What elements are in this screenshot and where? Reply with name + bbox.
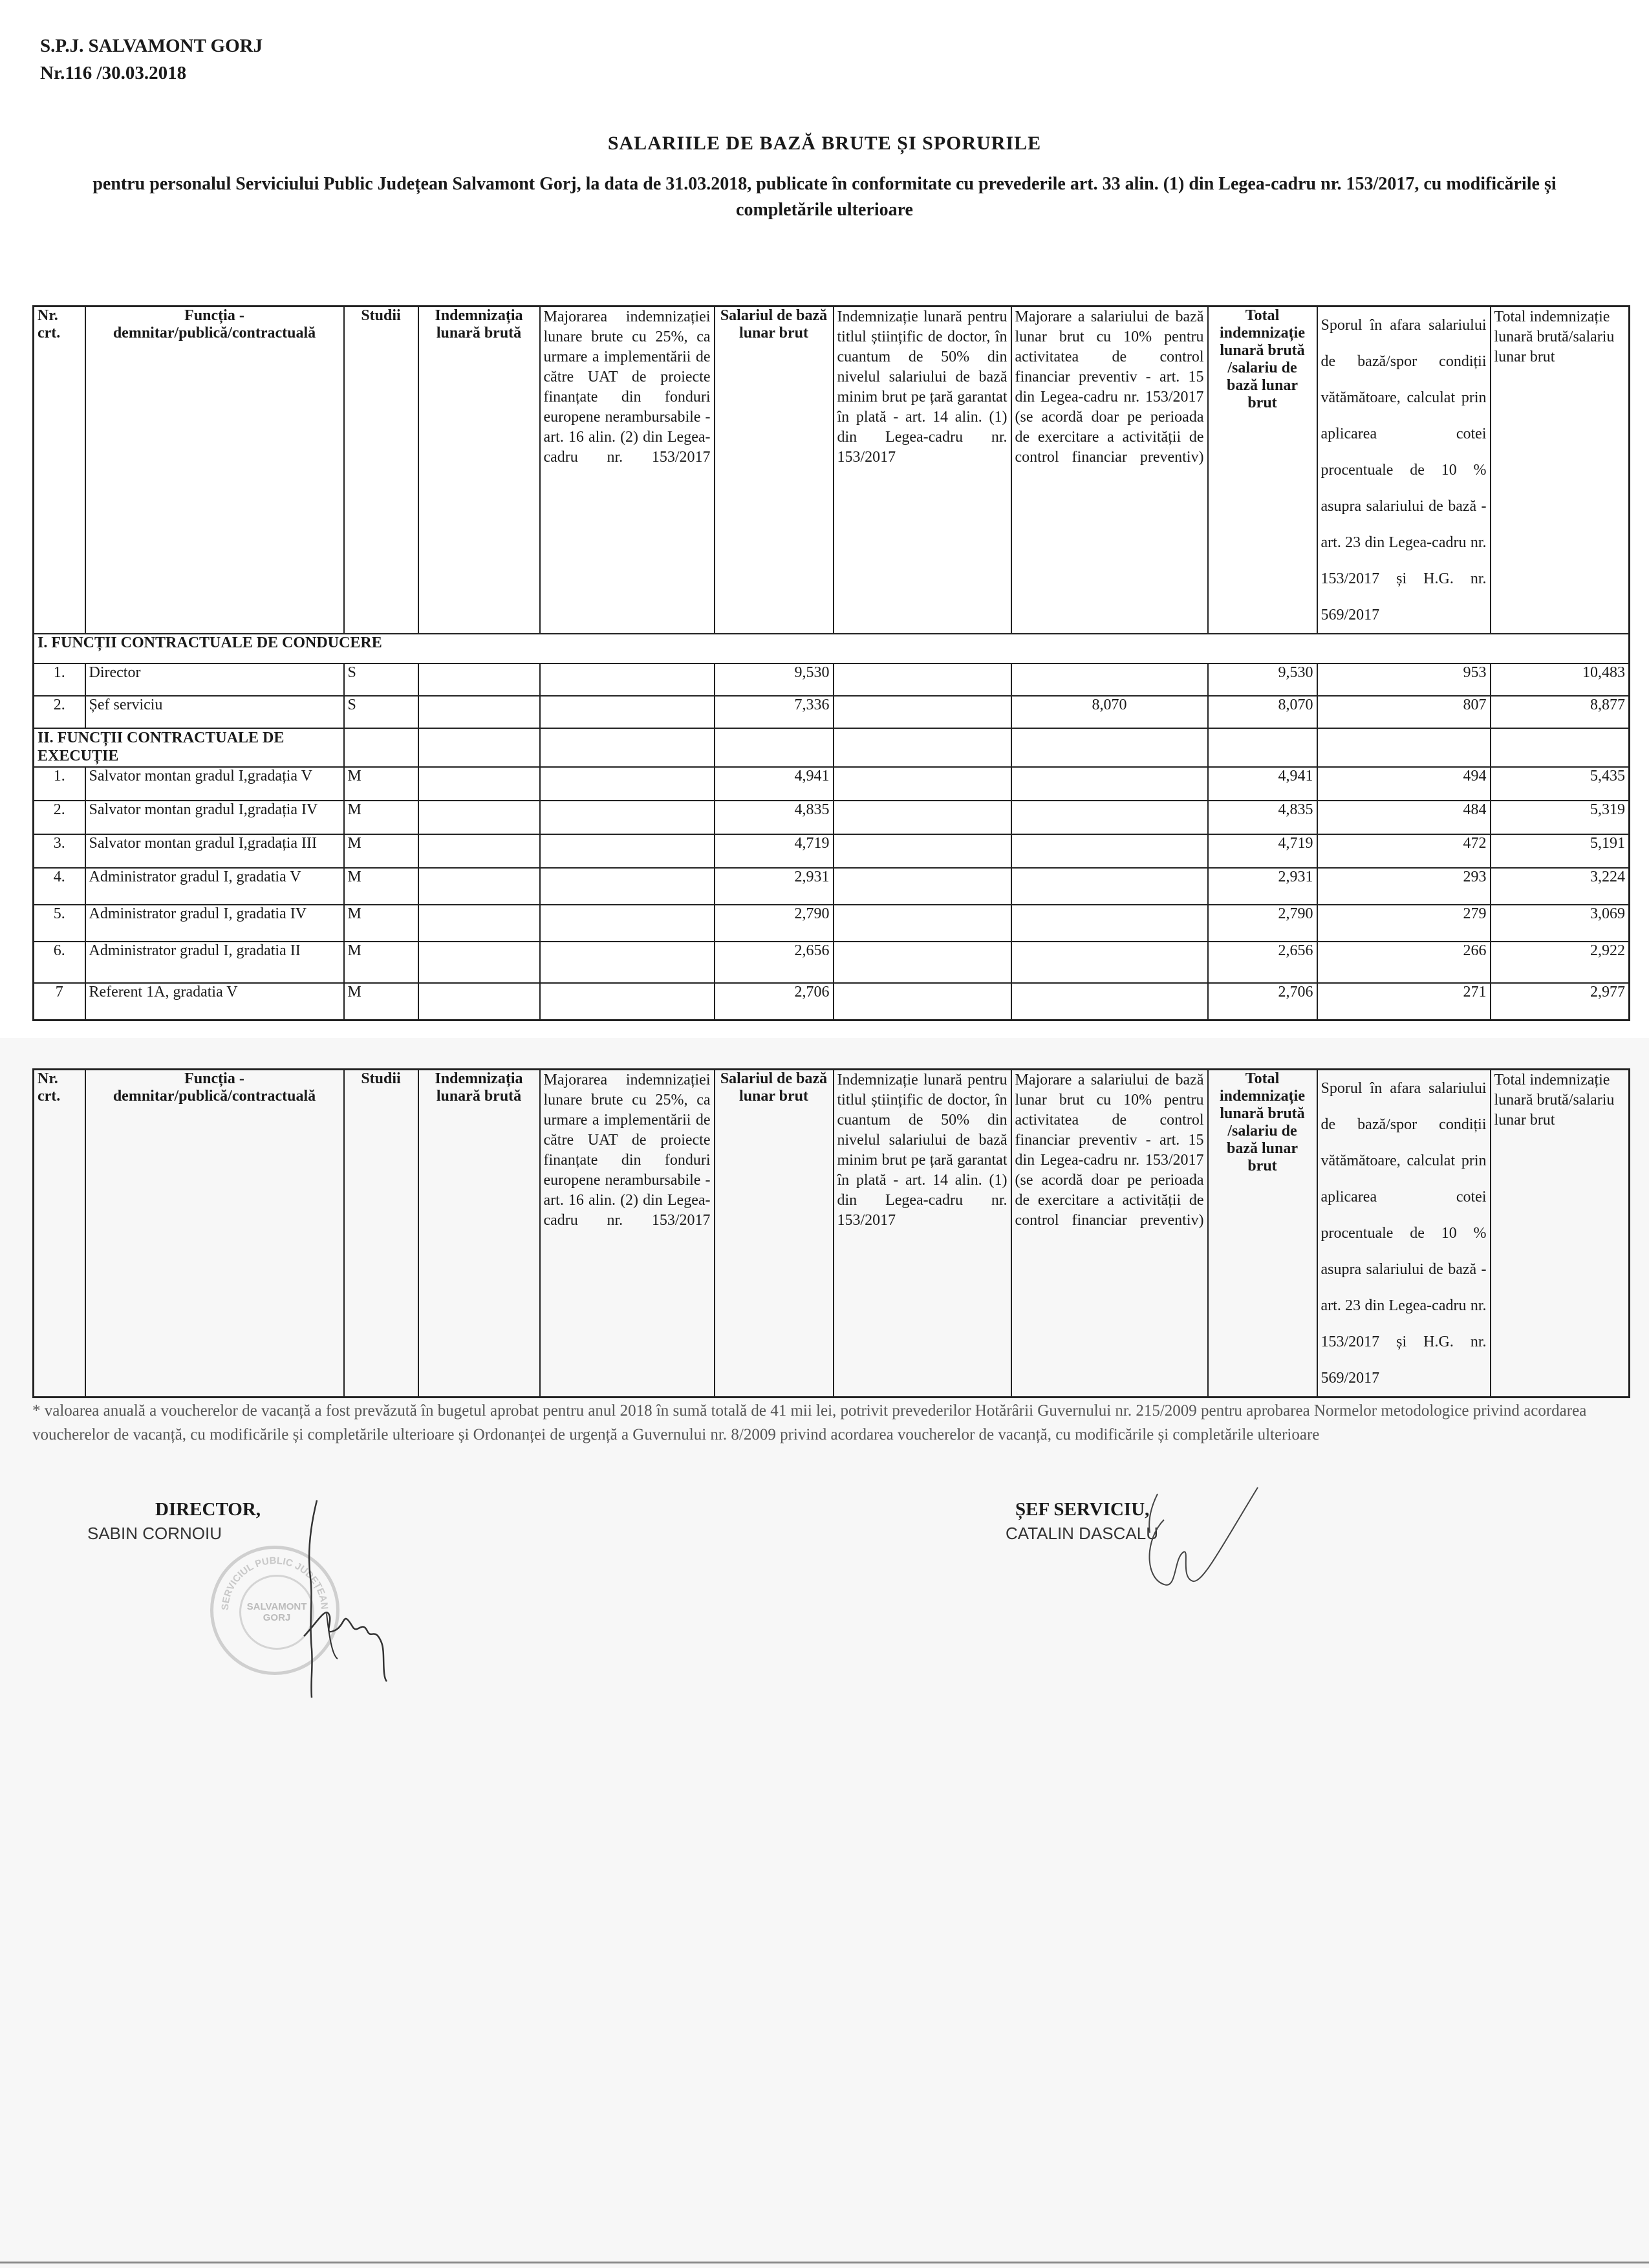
cell-functia: Salvator montan gradul I,gradația V [85, 767, 344, 801]
cell-total: 2,656 [1208, 942, 1317, 983]
salary-table-header-repeat [32, 1068, 1630, 1398]
cell-salariul: 7,336 [715, 696, 834, 728]
cell-spor: 279 [1317, 905, 1491, 942]
col-header-salariul: Salariul de bază lunar brut [715, 307, 834, 634]
cell-nr: 7 [34, 983, 85, 1021]
cell-majorarea [540, 983, 715, 1021]
table-header-row [34, 307, 1630, 634]
cell-indemnizatia [418, 801, 540, 834]
cell-studii: S [344, 664, 418, 696]
cell-salariul: 4,941 [715, 767, 834, 801]
cell-doctor [834, 868, 1011, 905]
table-row [34, 801, 1630, 834]
cell-nr: 3. [34, 834, 85, 868]
cell-total-final: 2,977 [1491, 983, 1630, 1021]
col-header-indemnizatia: Indemnizația lunară brută [418, 1070, 540, 1398]
table-row [34, 905, 1630, 942]
cell-nr: 2. [34, 801, 85, 834]
doc-number: Nr.116 /30.03.2018 [40, 63, 187, 83]
table-row [34, 942, 1630, 983]
cell-cfp [1011, 834, 1208, 868]
cell-nr: 5. [34, 905, 85, 942]
cell-functia: Administrator gradul I, gradatia V [85, 868, 344, 905]
table-row [34, 983, 1630, 1021]
cell-cfp [1011, 983, 1208, 1021]
section-row [34, 634, 1630, 664]
col-header-studii: Studii [344, 1070, 418, 1398]
col-header-total-final: Total indemnizație lunară brută/salariu lunar brut [1491, 1070, 1630, 1398]
table-row [34, 868, 1630, 905]
col-header-sporul: Sporul în afara salariului de bază/spor condiții vătămătoare, calculat prin aplicarea cotei procentuale de 10 % asupra salariului de bază - art. 23 din Legea-cadru nr. 153/2017 și H.G. nr. 569/2017 [1317, 307, 1491, 634]
cell-indemnizatia [418, 983, 540, 1021]
cell-indemnizatia [418, 767, 540, 801]
footnote: * valoarea anuală a voucherelor de vacanță a fost prevăzută în bugetul aprobat pentru anul 2018 în sumă totală de 41 mii lei, potrivit prevederilor Hotărârii Guvernului nr. 215/2009 pentru aprobarea Normelor metodologice privind acordarea voucherelor de vacanță, cu modificările și completările ulterioare și Ordonanței de urgență a Guvernului nr. 8/2009 privind acordarea voucherelor de vacanță, cu modificările și completările ulterioare [32, 1402, 1587, 1443]
col-header-indemnizatia: Indemnizația lunară brută [418, 307, 540, 634]
cell-majorarea [540, 905, 715, 942]
cell-salariul: 2,931 [715, 868, 834, 905]
table-row [34, 767, 1630, 801]
section2-body [34, 767, 1630, 1021]
cell-functia: Șef serviciu [85, 696, 344, 728]
cell-studii: M [344, 801, 418, 834]
cell-indemnizatia [418, 868, 540, 905]
cell-cfp [1011, 767, 1208, 801]
cell-spor: 293 [1317, 868, 1491, 905]
director-name: SABIN CORNOIU [87, 1524, 222, 1543]
cell-functia: Salvator montan gradul I,gradația IV [85, 801, 344, 834]
table-row [34, 834, 1630, 868]
director-role: DIRECTOR, [155, 1499, 261, 1520]
cell-cfp: 8,070 [1011, 696, 1208, 728]
cell-nr: 1. [34, 767, 85, 801]
cell-total-final: 2,922 [1491, 942, 1630, 983]
col-header-sporul: Sporul în afara salariului de bază/spor condiții vătămătoare, calculat prin aplicarea cotei procentuale de 10 % asupra salariului de bază - art. 23 din Legea-cadru nr. 153/2017 și H.G. nr. 569/2017 [1317, 1070, 1491, 1398]
cell-total: 9,530 [1208, 664, 1317, 696]
cell-majorarea [540, 834, 715, 868]
cell-majorarea [540, 868, 715, 905]
cell-studii: S [344, 696, 418, 728]
cell-spor: 266 [1317, 942, 1491, 983]
cell-functia: Salvator montan gradul I,gradația III [85, 834, 344, 868]
cell-salariul: 2,790 [715, 905, 834, 942]
cell-cfp [1011, 942, 1208, 983]
cell-total: 8,070 [1208, 696, 1317, 728]
cell-nr: 6. [34, 942, 85, 983]
sef-role: ȘEF SERVICIU, [1015, 1499, 1150, 1520]
svg-text:SERVICIUL PUBLIC JUDEȚEAN: SERVICIUL PUBLIC JUDEȚEAN [219, 1555, 330, 1611]
document-title: SALARIILE DE BAZĂ BRUTE ȘI SPORURILE [607, 133, 1042, 154]
col-header-nr: Nr. crt. [34, 307, 85, 634]
sef-name: CATALIN DASCALU [1006, 1524, 1158, 1543]
cell-doctor [834, 983, 1011, 1021]
cell-indemnizatia [418, 905, 540, 942]
col-header-functia: Funcția - demnitar/publică/contractuală [85, 1070, 344, 1398]
col-header-studii: Studii [344, 307, 418, 634]
col-header-total-final: Total indemnizație lunară brută/salariu lunar brut [1491, 307, 1630, 634]
cell-total: 4,835 [1208, 801, 1317, 834]
col-header-total-indemnizatie: Total indemnizație lunară brută /salariu de bază lunar brut [1208, 307, 1317, 634]
table-row [34, 664, 1630, 696]
org-name: S.P.J. SALVAMONT GORJ [40, 36, 263, 56]
col-header-majorarea: Majorarea indemnizației lunare brute cu 25%, ca urmare a implementării de către UAT de proiecte finanțate din fonduri europene nerambursabile - art. 16 alin. (2) din Legea-cadru nr. 153/2017 [540, 1070, 715, 1398]
salary-table [32, 305, 1630, 1021]
stamp-line2: GORJ [263, 1612, 291, 1623]
cell-majorarea [540, 664, 715, 696]
cell-indemnizatia [418, 664, 540, 696]
cell-salariul: 9,530 [715, 664, 834, 696]
stamp-line1: SALVAMONT [246, 1601, 307, 1612]
cell-indemnizatia [418, 696, 540, 728]
col-header-functia: Funcția - demnitar/publică/contractuală [85, 307, 344, 634]
sef-signature [1119, 1481, 1267, 1597]
cell-studii: M [344, 868, 418, 905]
cell-studii: M [344, 942, 418, 983]
col-header-total-indemnizatie: Total indemnizație lunară brută /salariu de bază lunar brut [1208, 1070, 1317, 1398]
cell-cfp [1011, 905, 1208, 942]
col-header-majorarea: Majorarea indemnizației lunare brute cu 25%, ca urmare a implementării de către UAT de proiecte finanțate din fonduri europene nerambursabile - art. 16 alin. (2) din Legea-cadru nr. 153/2017 [540, 307, 715, 634]
cell-cfp [1011, 664, 1208, 696]
cell-total-final: 10,483 [1491, 664, 1630, 696]
cell-total: 2,706 [1208, 983, 1317, 1021]
cell-indemnizatia [418, 834, 540, 868]
cell-doctor [834, 834, 1011, 868]
cell-total: 4,719 [1208, 834, 1317, 868]
cell-spor: 494 [1317, 767, 1491, 801]
cell-majorarea [540, 696, 715, 728]
cell-nr: 1. [34, 664, 85, 696]
cell-salariul: 2,656 [715, 942, 834, 983]
section-title-2: II. FUNCȚII CONTRACTUALE DE EXECUȚIE [34, 728, 344, 767]
cell-cfp [1011, 868, 1208, 905]
document-header [40, 32, 263, 87]
cell-doctor [834, 905, 1011, 942]
cell-doctor [834, 696, 1011, 728]
cell-studii: M [344, 767, 418, 801]
col-header-indemnizatie-doctor: Indemnizație lunară pentru titlul științific de doctor, în cuantum de 50% din nivelul salariului de bază minim brut pe țară garantat în plată - art. 14 alin. (1) din Legea-cadru nr. 153/2017 [834, 307, 1011, 634]
section-title-1: I. FUNCȚII CONTRACTUALE DE CONDUCERE [34, 634, 1630, 664]
cell-nr: 4. [34, 868, 85, 905]
cell-indemnizatia [418, 942, 540, 983]
cell-spor: 484 [1317, 801, 1491, 834]
cell-cfp [1011, 801, 1208, 834]
cell-functia: Administrator gradul I, gradatia II [85, 942, 344, 983]
cell-total-final: 3,069 [1491, 905, 1630, 942]
cell-total: 4,941 [1208, 767, 1317, 801]
cell-total: 2,790 [1208, 905, 1317, 942]
cell-spor: 953 [1317, 664, 1491, 696]
cell-salariul: 2,706 [715, 983, 834, 1021]
table-header-row [34, 1070, 1630, 1398]
cell-doctor [834, 942, 1011, 983]
cell-functia: Referent 1A, gradatia V [85, 983, 344, 1021]
section-row [34, 728, 1630, 767]
cell-doctor [834, 664, 1011, 696]
col-header-majorare-cfp: Majorare a salariului de bază lunar brut cu 10% pentru activitatea de control financiar preventiv - art. 15 din Legea-cadru nr. 153/2017 (se acordă doar pe perioada de exercitare a activității de control financiar preventiv) [1011, 1070, 1208, 1398]
cell-nr: 2. [34, 696, 85, 728]
cell-doctor [834, 801, 1011, 834]
cell-spor: 271 [1317, 983, 1491, 1021]
cell-total-final: 8,877 [1491, 696, 1630, 728]
cell-total-final: 5,435 [1491, 767, 1630, 801]
col-header-nr: Nr. crt. [34, 1070, 85, 1398]
page-edge [0, 2262, 1649, 2263]
cell-functia: Administrator gradul I, gradatia IV [85, 905, 344, 942]
cell-studii: M [344, 983, 418, 1021]
col-header-indemnizatie-doctor: Indemnizație lunară pentru titlul științific de doctor, în cuantum de 50% din nivelul salariului de bază minim brut pe țară garantat în plată - art. 14 alin. (1) din Legea-cadru nr. 153/2017 [834, 1070, 1011, 1398]
cell-majorarea [540, 801, 715, 834]
cell-doctor [834, 767, 1011, 801]
col-header-salariul: Salariul de bază lunar brut [715, 1070, 834, 1398]
cell-majorarea [540, 942, 715, 983]
cell-spor: 472 [1317, 834, 1491, 868]
table-row [34, 696, 1630, 728]
director-signature [291, 1487, 394, 1701]
cell-salariul: 4,835 [715, 801, 834, 834]
cell-total-final: 5,319 [1491, 801, 1630, 834]
cell-spor: 807 [1317, 696, 1491, 728]
col-header-majorare-cfp: Majorare a salariului de bază lunar brut cu 10% pentru activitatea de control financiar preventiv - art. 15 din Legea-cadru nr. 153/2017 (se acordă doar pe perioada de exercitare a activității de control financiar preventiv) [1011, 307, 1208, 634]
cell-studii: M [344, 834, 418, 868]
cell-studii: M [344, 905, 418, 942]
cell-total-final: 3,224 [1491, 868, 1630, 905]
cell-functia: Director [85, 664, 344, 696]
cell-salariul: 4,719 [715, 834, 834, 868]
document-subtitle: pentru personalul Serviciului Public Județean Salvamont Gorj, la data de 31.03.2018, publicate în conformitate cu prevederile art. 33 alin. (1) din Legea-cadru nr. 153/2017, cu modificările și completările ulterioare [92, 174, 1557, 220]
cell-majorarea [540, 767, 715, 801]
cell-total: 2,931 [1208, 868, 1317, 905]
cell-total-final: 5,191 [1491, 834, 1630, 868]
